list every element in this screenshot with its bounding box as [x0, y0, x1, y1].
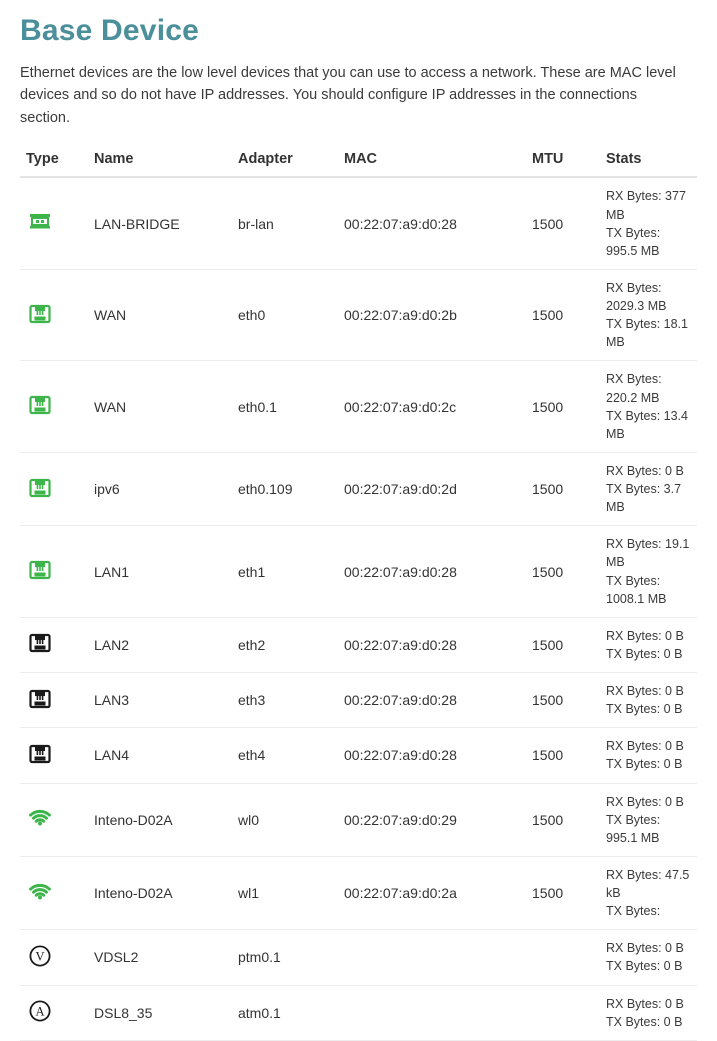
device-name-cell: LAN2 — [88, 617, 232, 672]
device-mac-cell: 00:22:07:a9:d0:2a — [338, 856, 526, 929]
device-mtu-cell: 1500 — [526, 783, 600, 856]
rx-bytes: RX Bytes: 47.5 kB — [606, 867, 690, 901]
table-row — [20, 617, 697, 672]
ethernet-port-icon — [28, 558, 52, 582]
tx-bytes: TX Bytes: 1008.1 MB — [606, 573, 667, 606]
rx-bytes: RX Bytes: 377 MB — [606, 189, 686, 222]
device-mtu-cell: 1500 — [526, 526, 600, 618]
device-adapter-cell: atm0.1 — [232, 985, 338, 1040]
rx-bytes: RX Bytes: 0 B — [606, 996, 684, 1011]
device-type-cell — [20, 361, 88, 453]
table-row — [20, 930, 697, 985]
device-name-cell: DSL8_35 — [88, 985, 232, 1040]
device-mtu-cell: 1500 — [526, 452, 600, 525]
rx-bytes: RX Bytes: 0 B — [606, 794, 684, 809]
device-adapter-cell: eth0 — [232, 269, 338, 361]
tx-bytes: TX Bytes: 0 B — [606, 646, 683, 661]
rx-bytes: RX Bytes: 0 B — [606, 684, 684, 699]
wifi-icon — [28, 880, 52, 904]
device-adapter-cell: wl0 — [232, 783, 338, 856]
device-name-cell: VDSL2 — [88, 930, 232, 985]
table-row — [20, 269, 697, 361]
device-name-cell: LAN4 — [88, 728, 232, 783]
table-row — [20, 361, 697, 453]
device-type-cell — [20, 269, 88, 361]
tx-bytes: TX Bytes: 3.7 MB — [606, 482, 682, 515]
tx-bytes: TX Bytes: 0 B — [606, 757, 683, 772]
page-title: Base Device — [20, 14, 199, 47]
vdsl-circle-icon — [28, 944, 52, 968]
ethernet-port-icon — [28, 302, 52, 326]
device-adapter-cell: wl1 — [232, 856, 338, 929]
svg-text:V: V — [35, 949, 45, 964]
device-mac-cell: 00:22:07:a9:d0:28 — [338, 177, 526, 269]
device-mtu-cell: 1500 — [526, 617, 600, 672]
table-row — [20, 783, 697, 856]
device-stats-cell — [600, 526, 697, 618]
device-mac-cell: 00:22:07:a9:d0:28 — [338, 617, 526, 672]
device-stats-cell — [600, 452, 697, 525]
column-header-mtu: MTU — [526, 151, 600, 177]
device-name-cell: LAN1 — [88, 526, 232, 618]
ethernet-port-icon — [28, 393, 52, 417]
device-stats-cell — [600, 673, 697, 728]
device-mac-cell: 00:22:07:a9:d0:2c — [338, 361, 526, 453]
device-stats-cell — [600, 617, 697, 672]
rx-bytes: RX Bytes: 220.2 MB — [606, 372, 662, 405]
device-mac-cell: 00:22:07:a9:d0:28 — [338, 526, 526, 618]
device-type-cell — [20, 673, 88, 728]
device-name-cell: WAN — [88, 269, 232, 361]
page-description: Ethernet devices are the low level devices that you can use to access a network. These are MAC level devices and so do not have IP addresses. You should configure IP addresses in the connections section. — [20, 65, 676, 126]
tx-bytes: TX Bytes: 0 B — [606, 702, 683, 717]
device-type-cell — [20, 177, 88, 269]
device-mac-cell: 00:22:07:a9:d0:29 — [338, 783, 526, 856]
device-type-cell — [20, 617, 88, 672]
device-stats-cell — [600, 856, 697, 929]
bridge-icon — [28, 210, 52, 234]
rx-bytes: RX Bytes: 0 B — [606, 463, 684, 478]
ethernet-port-icon — [28, 631, 52, 655]
tx-bytes: TX Bytes: 995.5 MB — [606, 225, 661, 258]
ethernet-port-icon — [28, 476, 52, 500]
table-row — [20, 452, 697, 525]
device-mtu-cell: 1500 — [526, 361, 600, 453]
svg-text:A: A — [35, 1004, 45, 1019]
device-mtu-cell: 1500 — [526, 269, 600, 361]
device-name-cell: LAN-BRIDGE — [88, 177, 232, 269]
device-type-cell — [20, 452, 88, 525]
device-adapter-cell: eth2 — [232, 617, 338, 672]
device-mac-cell: 00:22:07:a9:d0:28 — [338, 728, 526, 783]
device-adapter-cell: eth0.1 — [232, 361, 338, 453]
rx-bytes: RX Bytes: 0 B — [606, 941, 684, 956]
rx-bytes: RX Bytes: 0 B — [606, 628, 684, 643]
device-mtu-cell: 1500 — [526, 673, 600, 728]
column-header-mac: MAC — [338, 151, 526, 177]
ethernet-port-icon — [28, 687, 52, 711]
device-name-cell: Inteno-D02A — [88, 856, 232, 929]
device-mtu-cell — [526, 930, 600, 985]
tx-bytes: TX Bytes: 0 B — [606, 1014, 683, 1029]
device-stats-cell — [600, 269, 697, 361]
wifi-icon — [28, 806, 52, 830]
rx-bytes: RX Bytes: 2029.3 MB — [606, 280, 667, 314]
device-mac-cell: 00:22:07:a9:d0:2b — [338, 269, 526, 361]
device-adapter-cell: eth1 — [232, 526, 338, 618]
device-stats-cell — [600, 985, 697, 1040]
device-name-cell: LAN3 — [88, 673, 232, 728]
device-type-cell — [20, 985, 88, 1040]
device-adapter-cell: eth0.109 — [232, 452, 338, 525]
device-type-cell — [20, 783, 88, 856]
device-adapter-cell: eth3 — [232, 673, 338, 728]
ethernet-port-icon — [28, 742, 52, 766]
tx-bytes: TX Bytes: 995.1 MB — [606, 812, 661, 845]
device-name-cell: ipv6 — [88, 452, 232, 525]
tx-bytes: TX Bytes: 13.4 MB — [606, 408, 688, 441]
device-mac-cell: 00:22:07:a9:d0:2d — [338, 452, 526, 525]
devices-table-body — [20, 177, 697, 1040]
device-type-cell — [20, 930, 88, 985]
device-adapter-cell: br-lan — [232, 177, 338, 269]
column-header-adapter: Adapter — [232, 151, 338, 177]
table-header-row — [20, 151, 697, 177]
device-adapter-cell: ptm0.1 — [232, 930, 338, 985]
device-mtu-cell: 1500 — [526, 856, 600, 929]
rx-bytes: RX Bytes: 19.1 MB — [606, 537, 690, 570]
tx-bytes: TX Bytes: 18.1 MB — [606, 317, 688, 350]
table-row — [20, 177, 697, 269]
device-stats-cell — [600, 930, 697, 985]
column-header-type: Type — [20, 151, 88, 177]
rx-bytes: RX Bytes: 0 B — [606, 739, 684, 754]
devices-table-head — [20, 151, 697, 177]
device-mtu-cell — [526, 985, 600, 1040]
device-mac-cell — [338, 930, 526, 985]
table-row — [20, 856, 697, 929]
column-header-name: Name — [88, 151, 232, 177]
device-mac-cell — [338, 985, 526, 1040]
device-mtu-cell: 1500 — [526, 728, 600, 783]
table-row — [20, 985, 697, 1040]
device-stats-cell — [600, 783, 697, 856]
tx-bytes: TX Bytes: — [606, 904, 661, 919]
column-header-stats: Stats — [600, 151, 697, 177]
devices-table — [20, 151, 697, 1040]
device-mac-cell: 00:22:07:a9:d0:28 — [338, 673, 526, 728]
table-row — [20, 728, 697, 783]
table-row — [20, 673, 697, 728]
device-stats-cell — [600, 728, 697, 783]
table-row — [20, 526, 697, 618]
device-stats-cell — [600, 361, 697, 453]
tx-bytes: TX Bytes: 0 B — [606, 959, 683, 974]
device-stats-cell — [600, 177, 697, 269]
device-type-cell — [20, 856, 88, 929]
device-mtu-cell: 1500 — [526, 177, 600, 269]
device-type-cell — [20, 526, 88, 618]
device-type-cell — [20, 728, 88, 783]
adsl-circle-icon — [28, 999, 52, 1023]
device-name-cell: WAN — [88, 361, 232, 453]
device-adapter-cell: eth4 — [232, 728, 338, 783]
device-name-cell: Inteno-D02A — [88, 783, 232, 856]
